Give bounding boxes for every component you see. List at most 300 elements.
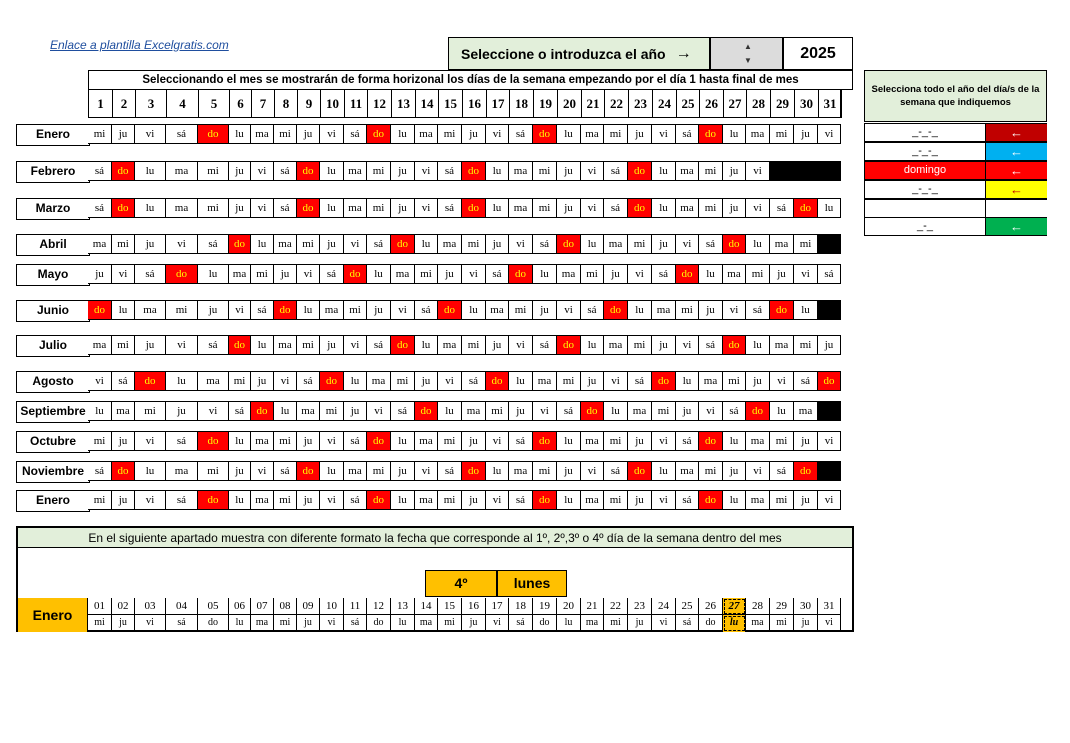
day-cell: lu — [367, 264, 391, 284]
day-cell: mi — [320, 401, 344, 421]
day-cell: ma — [415, 431, 438, 451]
day-number-1: 1 — [89, 90, 113, 118]
day-cell: vi — [652, 431, 676, 451]
day-cell: lu — [135, 198, 166, 218]
day-cell: ju — [112, 490, 135, 510]
day-number-12: 12 — [368, 90, 392, 118]
day-cell: ma — [509, 461, 533, 481]
month-name[interactable]: Agosto — [16, 371, 90, 393]
day-cell: ju — [557, 161, 581, 181]
day-cell: sá — [344, 124, 367, 144]
day-cell: ma — [415, 490, 438, 510]
day-cell: mi — [438, 431, 462, 451]
day-cell: ma — [88, 234, 112, 254]
day-cell: ju — [628, 431, 652, 451]
day-cell: ma — [391, 264, 415, 284]
day-cell: mi — [676, 300, 699, 320]
day-cell: ju — [604, 264, 628, 284]
day-cell: vi — [415, 161, 438, 181]
bottom-day-abbr: ju — [794, 615, 818, 632]
day-cell: sá — [770, 461, 794, 481]
day-cell: mi — [770, 431, 794, 451]
day-cell: ju — [135, 335, 166, 355]
day-cell: do — [604, 300, 628, 320]
day-cell: lu — [135, 461, 166, 481]
day-cell: vi — [274, 371, 297, 391]
excelgratis-link[interactable]: Enlace a plantilla Excelgratis.com — [50, 38, 229, 52]
day-cell: ma — [770, 234, 794, 254]
day-cell: sá — [604, 461, 628, 481]
bottom-day-number: 27 — [723, 598, 746, 615]
day-cell: vi — [462, 264, 486, 284]
bottom-day-number: 30 — [794, 598, 818, 615]
day-cell: vi — [367, 401, 391, 421]
weekday-selector-label[interactable]: _-_-_ — [912, 145, 938, 157]
day-cell: sá — [533, 335, 557, 355]
arrow-left-icon[interactable] — [985, 200, 1047, 217]
day-cell: ma — [676, 161, 699, 181]
weekday-selector-label[interactable]: _-_ — [917, 220, 933, 232]
weekday-selector-row[interactable] — [864, 199, 1047, 218]
arrow-right-icon: → — [675, 44, 692, 62]
day-cell: sá — [274, 161, 297, 181]
day-cell: mi — [274, 124, 297, 144]
day-cell: ma — [628, 401, 652, 421]
day-cell: lu — [794, 300, 818, 320]
day-cell: vi — [438, 371, 462, 391]
day-cell: ju — [229, 198, 251, 218]
day-cell: ju — [320, 234, 344, 254]
bottom-day-number: 03 — [135, 598, 166, 615]
day-cell: sá — [676, 124, 699, 144]
day-cell: do — [274, 300, 297, 320]
weekday-selector-row[interactable] — [864, 217, 1047, 236]
day-cell: lu — [251, 234, 274, 254]
day-cell: do — [462, 161, 486, 181]
day-cell: ma — [297, 401, 320, 421]
bottom-day-abbr: ju — [112, 615, 135, 632]
arrow-left-icon[interactable]: ← — [985, 162, 1047, 179]
day-cell: sá — [533, 234, 557, 254]
bottom-day-abbr: mi — [438, 615, 462, 632]
day-number-7: 7 — [252, 90, 275, 118]
day-cell: ma — [344, 161, 367, 181]
day-cell: sá — [112, 371, 135, 391]
day-cell: sá — [88, 461, 112, 481]
day-cell: do — [198, 490, 229, 510]
day-cell: mi — [604, 490, 628, 510]
day-cell: mi — [88, 490, 112, 510]
month-row — [16, 161, 841, 181]
day-cell: sá — [486, 264, 509, 284]
day-cell: vi — [557, 300, 581, 320]
day-cell: ju — [297, 431, 320, 451]
day-cell: vi — [88, 371, 112, 391]
day-cell: vi — [818, 431, 841, 451]
month-name[interactable]: Octubre — [16, 431, 90, 453]
day-cell: sá — [135, 264, 166, 284]
day-cell: mi — [166, 300, 198, 320]
month-name[interactable]: Junio — [16, 300, 90, 322]
day-cell: vi — [251, 461, 274, 481]
day-cell: lu — [604, 401, 628, 421]
bottom-day-abbr: ju — [628, 615, 652, 632]
day-cell: vi — [604, 371, 628, 391]
day-cell: do — [746, 401, 770, 421]
day-cell: do — [557, 234, 581, 254]
day-cell: lu — [723, 124, 746, 144]
bottom-day-abbr: do — [198, 615, 229, 632]
day-cell: ju — [699, 300, 723, 320]
day-cell: ju — [723, 161, 746, 181]
bottom-day-abbr: vi — [652, 615, 676, 632]
day-cell: vi — [320, 431, 344, 451]
day-cell: ma — [251, 431, 274, 451]
weekday-selector-label[interactable]: _-_-_ — [912, 183, 938, 195]
day-cell: mi — [628, 335, 652, 355]
month-name[interactable]: Abril — [16, 234, 90, 256]
day-number-24: 24 — [653, 90, 677, 118]
ordinal-selector[interactable]: 4º — [425, 570, 497, 597]
day-cell: vi — [415, 461, 438, 481]
day-cell: mi — [198, 161, 229, 181]
day-cell: sá — [509, 124, 533, 144]
day-cell: lu — [581, 335, 604, 355]
arrow-left-icon[interactable]: ← — [985, 124, 1047, 141]
day-cell: lu — [198, 264, 229, 284]
day-cell: mi — [723, 371, 746, 391]
day-cell: ma — [794, 401, 818, 421]
day-cell: sá — [770, 198, 794, 218]
day-cell: vi — [676, 335, 699, 355]
bottom-day-abbr: mi — [88, 615, 112, 632]
day-cell: mi — [438, 490, 462, 510]
day-number-22: 22 — [605, 90, 629, 118]
day-cell: sá — [320, 264, 344, 284]
arrow-left-icon[interactable]: ← — [985, 143, 1047, 160]
day-number-31: 31 — [819, 90, 842, 118]
day-cell: mi — [88, 124, 112, 144]
day-cell: do — [533, 124, 557, 144]
year-spinner[interactable] — [710, 37, 783, 70]
day-cell: lu — [320, 198, 344, 218]
day-cell: ju — [794, 124, 818, 144]
day-cell: ma — [770, 335, 794, 355]
month-name[interactable]: Julio — [16, 335, 90, 357]
day-cell: ju — [367, 300, 391, 320]
spin-up-icon[interactable]: ▲ — [744, 42, 752, 51]
bottom-day-number: 26 — [699, 598, 723, 615]
day-cell: sá — [88, 161, 112, 181]
day-cell: sá — [344, 490, 367, 510]
day-cell: sá — [652, 264, 676, 284]
month-row — [16, 198, 841, 218]
day-cell: do — [581, 401, 604, 421]
day-cell — [818, 300, 841, 320]
day-cell: mi — [462, 234, 486, 254]
day-cell: mi — [652, 401, 676, 421]
year-value[interactable]: 2025 — [783, 37, 853, 70]
bottom-day-number: 22 — [604, 598, 628, 615]
day-cell: ju — [344, 401, 367, 421]
day-cell: ma — [533, 371, 557, 391]
day-cell: sá — [676, 431, 699, 451]
day-cell: do — [438, 300, 462, 320]
day-cell: ju — [794, 490, 818, 510]
day-cell: ma — [746, 431, 770, 451]
day-number-11: 11 — [345, 90, 368, 118]
day-cell: vi — [320, 490, 344, 510]
day-cell: vi — [723, 300, 746, 320]
day-cell: ma — [723, 264, 746, 284]
day-cell: ju — [486, 234, 509, 254]
month-name[interactable]: Mayo — [16, 264, 90, 286]
day-cell: sá — [438, 461, 462, 481]
day-number-13: 13 — [392, 90, 416, 118]
day-cell: vi — [135, 124, 166, 144]
weekday-selector-label[interactable]: domingo — [903, 164, 947, 176]
day-cell: vi — [746, 161, 770, 181]
month-row — [16, 490, 841, 510]
month-name[interactable]: Septiembre — [16, 401, 90, 423]
day-cell: do — [367, 124, 391, 144]
day-cell: do — [794, 198, 818, 218]
day-cell: ma — [604, 335, 628, 355]
day-cell: vi — [509, 335, 533, 355]
day-cell: mi — [770, 490, 794, 510]
month-name[interactable]: Enero — [16, 490, 90, 512]
day-cell: vi — [135, 490, 166, 510]
day-cell: do — [391, 335, 415, 355]
day-cell: do — [462, 461, 486, 481]
day-cell: mi — [604, 124, 628, 144]
bottom-day-number: 14 — [415, 598, 438, 615]
day-cell: do — [344, 264, 367, 284]
day-cell: lu — [415, 234, 438, 254]
day-cell: sá — [509, 490, 533, 510]
day-cell: ju — [112, 124, 135, 144]
day-number-25: 25 — [677, 90, 700, 118]
weekday-selector-row[interactable] — [864, 123, 1047, 142]
day-number-3: 3 — [136, 90, 167, 118]
arrow-left-icon[interactable]: ← — [985, 181, 1047, 198]
day-cell: ju — [628, 490, 652, 510]
day-cell: do — [509, 264, 533, 284]
day-cell: lu — [557, 490, 581, 510]
day-cell: ju — [723, 461, 746, 481]
day-cell: lu — [676, 371, 699, 391]
day-cell: mi — [699, 161, 723, 181]
day-number-20: 20 — [558, 90, 582, 118]
day-cell: ju — [391, 198, 415, 218]
day-cell — [818, 161, 841, 181]
day-cell: do — [699, 431, 723, 451]
day-cell: mi — [367, 461, 391, 481]
day-cell: ma — [509, 198, 533, 218]
weekday-selector-panel-title: Selecciona todo el año del día/s de la semana que indiquemos — [864, 70, 1047, 122]
day-cell: mi — [391, 371, 415, 391]
day-cell: vi — [112, 264, 135, 284]
day-cell: mi — [438, 124, 462, 144]
bottom-day-abbr: ma — [746, 615, 770, 632]
bottom-day-number: 11 — [344, 598, 367, 615]
bottom-day-number: 15 — [438, 598, 462, 615]
day-cell: lu — [320, 161, 344, 181]
weekday-selector[interactable]: lunes — [497, 570, 567, 597]
day-cell: do — [320, 371, 344, 391]
month-row — [16, 401, 841, 421]
day-cell: ma — [486, 300, 509, 320]
month-name[interactable]: Noviembre — [16, 461, 90, 483]
day-cell: lu — [581, 234, 604, 254]
day-cell: sá — [462, 371, 486, 391]
spin-down-icon[interactable]: ▼ — [744, 56, 752, 65]
day-cell: mi — [486, 401, 509, 421]
day-cell: lu — [135, 161, 166, 181]
day-cell: ju — [391, 461, 415, 481]
day-cell: ju — [391, 161, 415, 181]
day-cell: do — [676, 264, 699, 284]
day-cell: lu — [344, 371, 367, 391]
day-cell: ju — [251, 371, 274, 391]
day-cell: lu — [462, 300, 486, 320]
day-cell: ju — [581, 371, 604, 391]
day-cell: ma — [320, 300, 344, 320]
day-cell: mi — [297, 335, 320, 355]
day-number-9: 9 — [298, 90, 321, 118]
bottom-day-number: 04 — [166, 598, 198, 615]
month-name[interactable]: Febrero — [16, 161, 90, 183]
month-name[interactable]: Marzo — [16, 198, 90, 220]
bottom-month-selector[interactable]: Enero — [18, 598, 88, 632]
day-number-19: 19 — [534, 90, 558, 118]
day-cell: mi — [699, 198, 723, 218]
day-cell: vi — [676, 234, 699, 254]
day-cell: mi — [274, 490, 297, 510]
day-number-4: 4 — [167, 90, 199, 118]
weekday-selector-row[interactable] — [864, 180, 1047, 199]
day-cell: sá — [604, 161, 628, 181]
day-cell: vi — [746, 198, 770, 218]
weekday-selector-row[interactable] — [864, 161, 1047, 180]
day-cell: ju — [88, 264, 112, 284]
day-cell: do — [699, 124, 723, 144]
day-cell: vi — [628, 264, 652, 284]
day-cell: lu — [652, 198, 676, 218]
day-cell: mi — [794, 335, 818, 355]
month-row — [16, 461, 841, 481]
calendar-header-text: Seleccionando el mes se mostrarán de forma horizonal los días de la semana empezando por el día 1 hasta final de mes — [88, 70, 853, 90]
day-cell: ma — [251, 124, 274, 144]
day-cell: do — [391, 234, 415, 254]
day-cell: mi — [533, 461, 557, 481]
day-cell: ma — [581, 124, 604, 144]
day-cell: ju — [746, 371, 770, 391]
day-cell: vi — [581, 161, 604, 181]
arrow-left-icon[interactable]: ← — [985, 218, 1047, 235]
day-cell: ju — [652, 335, 676, 355]
weekday-selector-label[interactable] — [865, 200, 985, 217]
day-cell: mi — [367, 198, 391, 218]
year-selector-label — [448, 37, 710, 70]
day-cell: vi — [166, 335, 198, 355]
day-cell: ju — [676, 401, 699, 421]
day-cell: do — [723, 335, 746, 355]
day-cell: ju — [297, 490, 320, 510]
day-cell: do — [533, 490, 557, 510]
day-cell: do — [198, 431, 229, 451]
day-cell: ju — [794, 431, 818, 451]
day-cell: sá — [274, 198, 297, 218]
day-cell: sá — [415, 300, 438, 320]
day-cell: lu — [486, 161, 509, 181]
day-cell: do — [628, 461, 652, 481]
day-cell: ma — [746, 490, 770, 510]
month-row — [16, 371, 841, 391]
day-cell: mi — [509, 300, 533, 320]
day-cell: ma — [604, 234, 628, 254]
day-cell: lu — [723, 490, 746, 510]
day-cell: lu — [746, 335, 770, 355]
day-cell: mi — [88, 431, 112, 451]
bottom-day-abbr: ma — [415, 615, 438, 632]
day-cell: vi — [486, 490, 509, 510]
weekday-selector-row[interactable] — [864, 142, 1047, 161]
bottom-day-abbr: vi — [818, 615, 841, 632]
day-cell: ma — [166, 461, 198, 481]
day-cell: vi — [166, 234, 198, 254]
day-number-15: 15 — [439, 90, 463, 118]
day-cell: ju — [723, 198, 746, 218]
day-cell: vi — [581, 461, 604, 481]
day-cell: sá — [746, 300, 770, 320]
weekday-selector-label[interactable]: _-_-_ — [912, 126, 938, 138]
day-cell: vi — [320, 124, 344, 144]
day-cell: vi — [794, 264, 818, 284]
bottom-day-number: 01 — [88, 598, 112, 615]
day-cell: do — [112, 461, 135, 481]
day-cell: vi — [486, 124, 509, 144]
day-number-28: 28 — [747, 90, 771, 118]
bottom-day-number: 08 — [274, 598, 297, 615]
day-cell: lu — [770, 401, 794, 421]
day-cell: ju — [557, 461, 581, 481]
day-cell: sá — [676, 490, 699, 510]
bottom-day-number: 31 — [818, 598, 841, 615]
day-cell: mi — [699, 461, 723, 481]
bottom-day-number: 19 — [533, 598, 557, 615]
day-cell: lu — [251, 335, 274, 355]
day-cell: ju — [166, 401, 198, 421]
month-row — [16, 234, 841, 254]
day-cell: lu — [297, 300, 320, 320]
day-cell: sá — [557, 401, 581, 421]
month-name[interactable]: Enero — [16, 124, 90, 146]
bottom-day-abbr: do — [367, 615, 391, 632]
day-cell: do — [166, 264, 198, 284]
day-cell: sá — [723, 401, 746, 421]
day-cell: ju — [462, 490, 486, 510]
bottom-day-abbr: lu — [557, 615, 581, 632]
day-cell: sá — [509, 431, 533, 451]
bottom-day-abbr: do — [699, 615, 723, 632]
day-cell: ma — [699, 371, 723, 391]
day-cell: ma — [274, 335, 297, 355]
day-cell: sá — [251, 300, 274, 320]
day-cell: ma — [166, 161, 198, 181]
bottom-day-abbr: ma — [251, 615, 274, 632]
day-cell: ju — [320, 335, 344, 355]
